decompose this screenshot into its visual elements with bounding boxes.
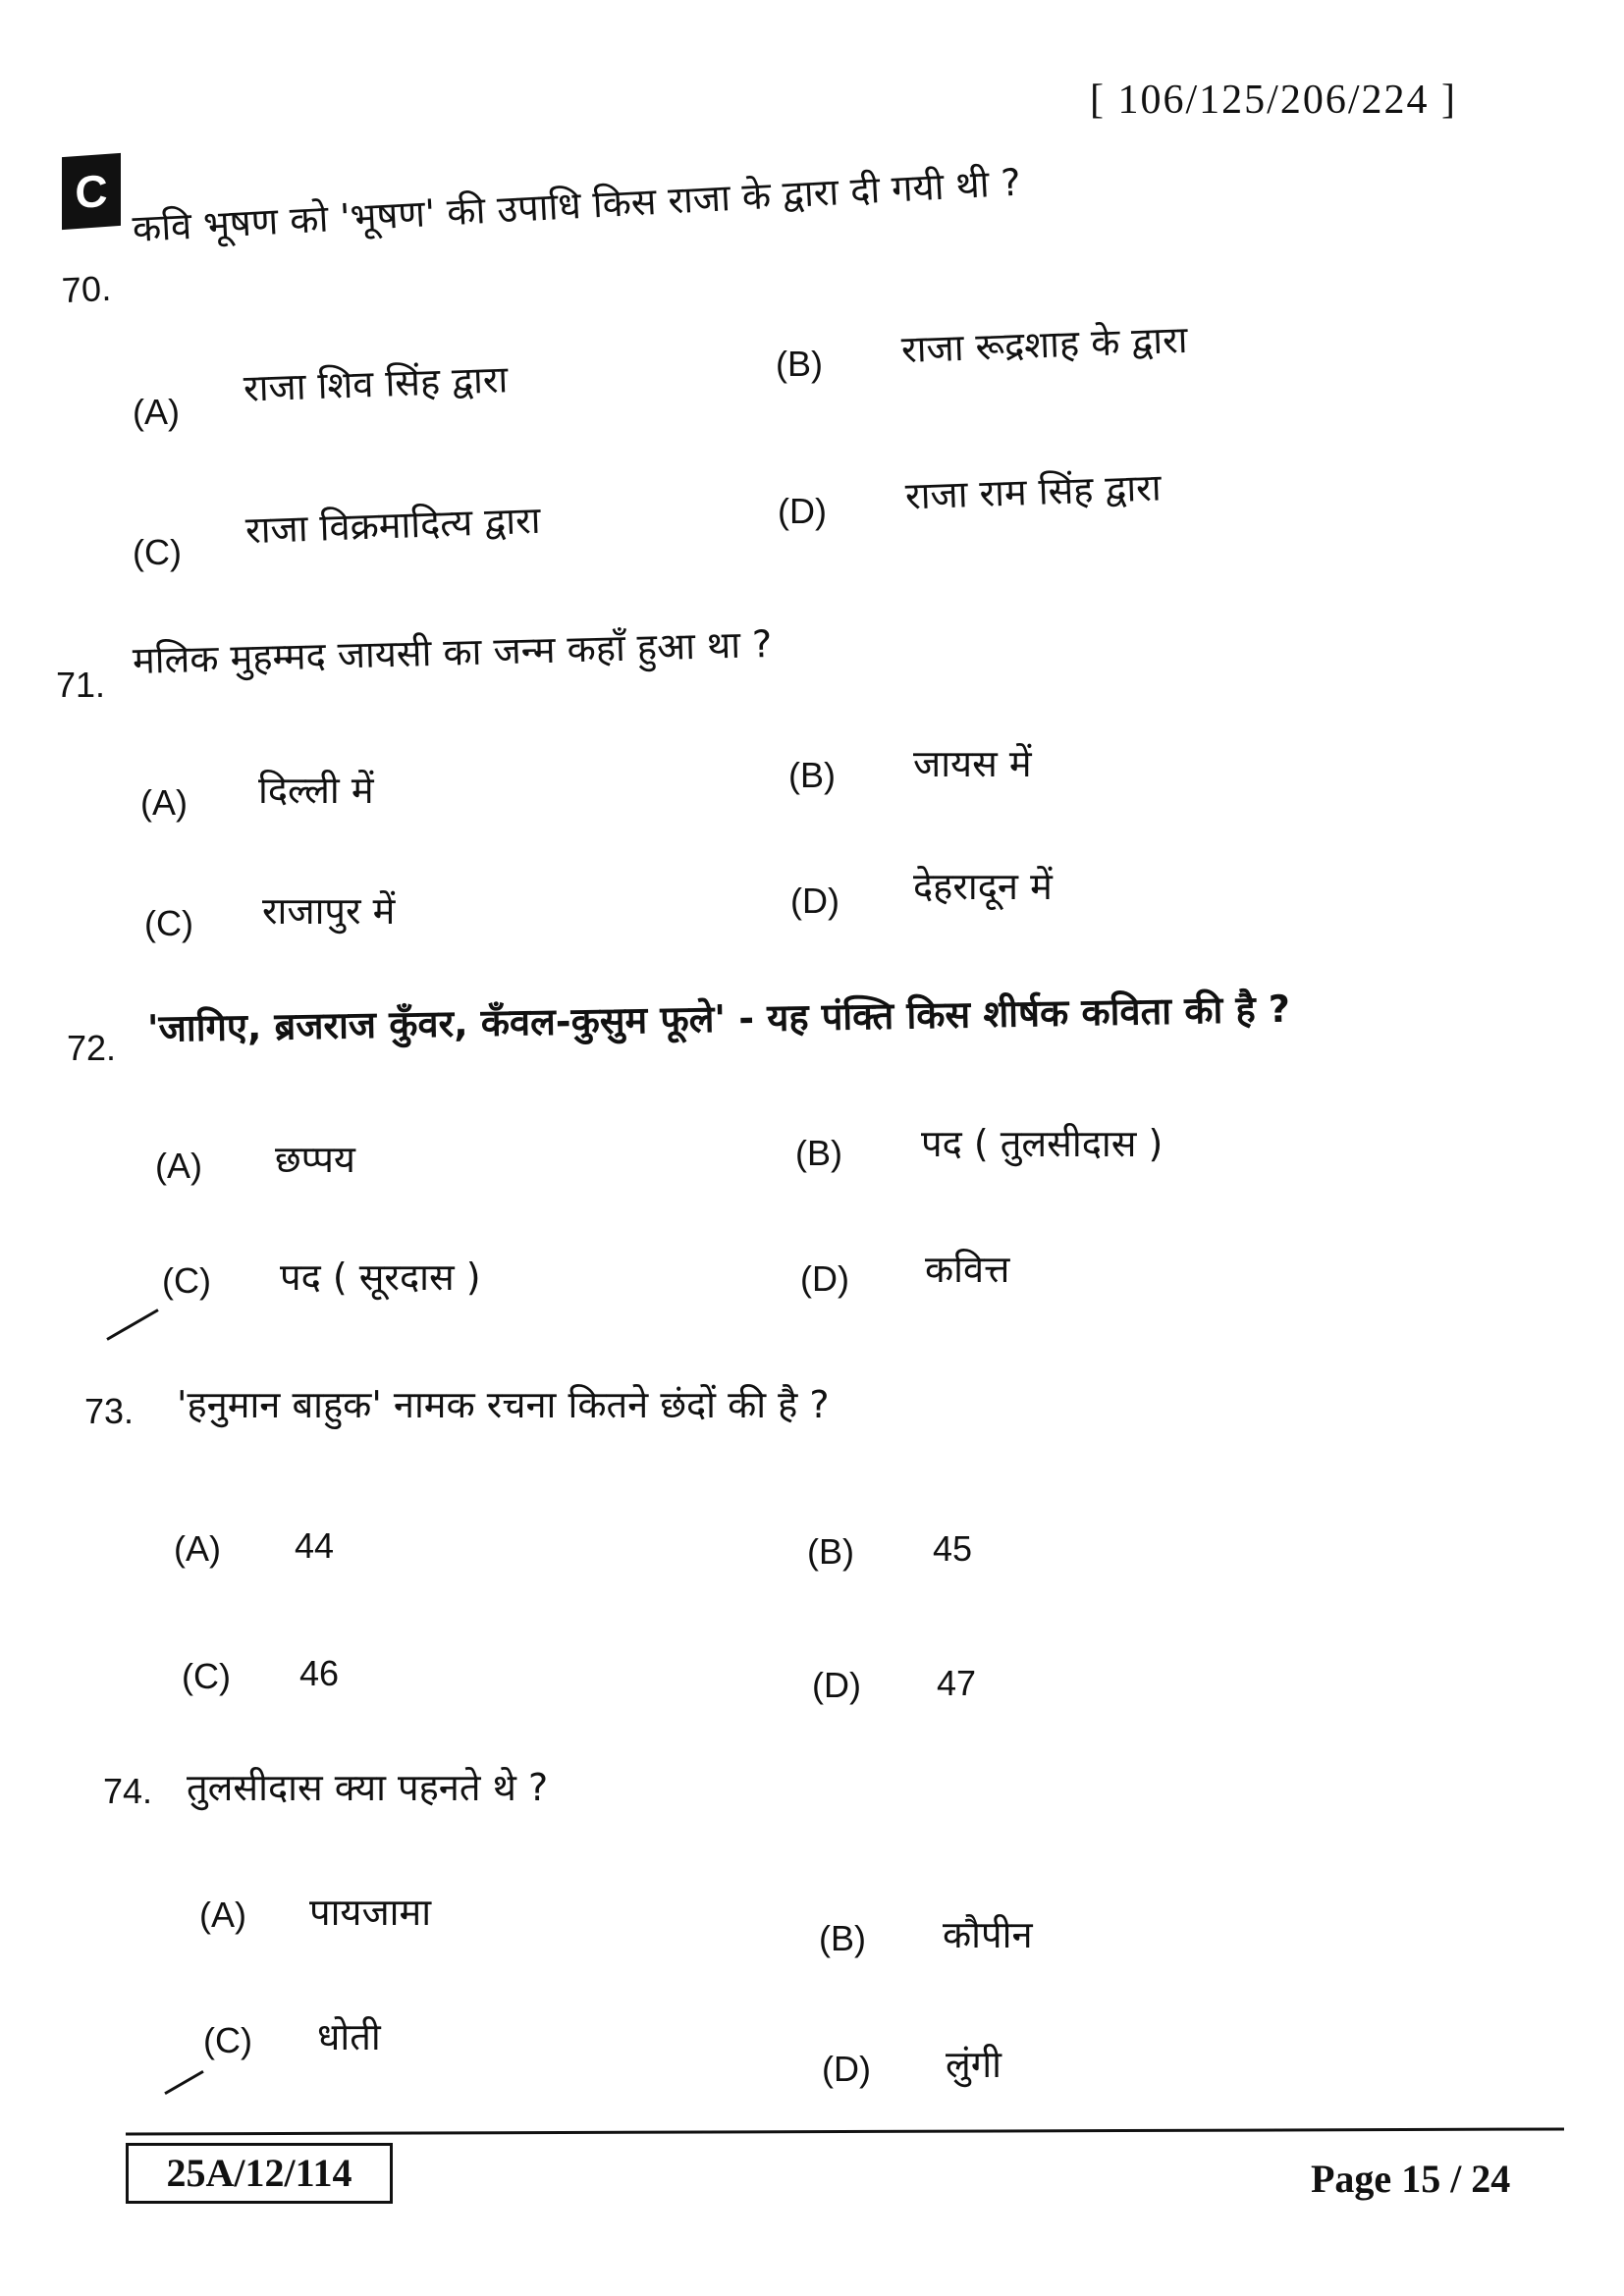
option-label: (D) xyxy=(800,1258,849,1299)
option-text: जायस में xyxy=(913,742,1032,785)
footer-divider xyxy=(126,2127,1564,2135)
question-number: 71. xyxy=(56,665,106,705)
question-text: तुलसीदास क्या पहनते थे ? xyxy=(187,1766,549,1809)
option-label: (C) xyxy=(133,532,182,572)
option-text: 45 xyxy=(933,1528,973,1569)
option-label: (D) xyxy=(790,881,839,921)
option-label: (D) xyxy=(812,1665,861,1705)
option-label: (C) xyxy=(182,1656,231,1696)
option-text: छप्पय xyxy=(275,1138,355,1181)
option-text: राजा शिव सिंह द्वारा xyxy=(243,357,509,410)
option-label: (A) xyxy=(174,1528,221,1569)
option-label: (D) xyxy=(778,491,827,531)
option-text: कौपीन xyxy=(943,1913,1033,1956)
option-label: (B) xyxy=(788,755,836,795)
option-text: दिल्ली में xyxy=(258,769,374,812)
option-text: राजा राम सिंह द्वारा xyxy=(904,465,1163,518)
question-number: 70. xyxy=(60,267,113,311)
booklet-code: 25A/12/114 xyxy=(126,2143,393,2204)
option-label: (A) xyxy=(133,392,180,432)
option-label: (B) xyxy=(807,1531,854,1572)
question-text: मलिक मुहम्मद जायसी का जन्म कहाँ हुआ था ? xyxy=(132,621,773,682)
option-text: देहरादून में xyxy=(913,865,1053,908)
option-label-marked: (C) xyxy=(203,2020,252,2060)
option-label: (A) xyxy=(155,1146,202,1186)
paper-codes: [ 106/125/206/224 ] xyxy=(1090,78,1457,123)
question-number: 72. xyxy=(67,1028,117,1068)
option-label: (A) xyxy=(199,1895,246,1935)
page-number: Page 15 / 24 xyxy=(1311,2157,1511,2201)
option-label: (C) xyxy=(144,903,193,943)
option-text: लुंगी xyxy=(946,2043,1002,2086)
question-number: 74. xyxy=(103,1771,153,1811)
option-label-marked: (C) xyxy=(162,1260,211,1301)
option-text: 46 xyxy=(299,1653,340,1693)
option-label: (D) xyxy=(822,2049,871,2089)
option-text: पद ( तुलसीदास ) xyxy=(921,1122,1164,1165)
option-text: राजा विक्रमादित्य द्वारा xyxy=(244,498,542,553)
option-text: 44 xyxy=(295,1525,335,1566)
option-text: पायजामा xyxy=(309,1891,432,1934)
option-text: धोती xyxy=(317,2015,381,2058)
option-text: कवित्त xyxy=(925,1248,1010,1291)
question-text: 'हनुमान बाहुक' नामक रचना कितने छंदों की है ? xyxy=(177,1383,830,1426)
handwritten-tick-mark xyxy=(164,2070,203,2095)
option-label: (B) xyxy=(776,344,823,384)
option-text: राजापुर में xyxy=(262,889,396,933)
question-text: 'जागिए, ब्रजराज कुँवर, कँवल-कुसुम फूले' - यह पंक्ति किस शीर्षक कविता की है ? xyxy=(146,987,1291,1050)
option-label: (B) xyxy=(795,1133,842,1173)
option-text: पद ( सूरदास ) xyxy=(280,1255,481,1299)
option-label: (B) xyxy=(819,1918,866,1958)
question-number: 73. xyxy=(84,1391,135,1431)
set-badge: C xyxy=(62,153,121,230)
question-text: कवि भूषण को 'भूषण' की उपाधि किस राजा के द्वारा दी गयी थी ? xyxy=(131,160,1022,250)
handwritten-tick-mark xyxy=(106,1308,158,1341)
option-text: राजा रूद्रशाह के द्वारा xyxy=(900,317,1189,372)
option-label: (A) xyxy=(140,782,188,823)
option-text: 47 xyxy=(937,1663,977,1703)
